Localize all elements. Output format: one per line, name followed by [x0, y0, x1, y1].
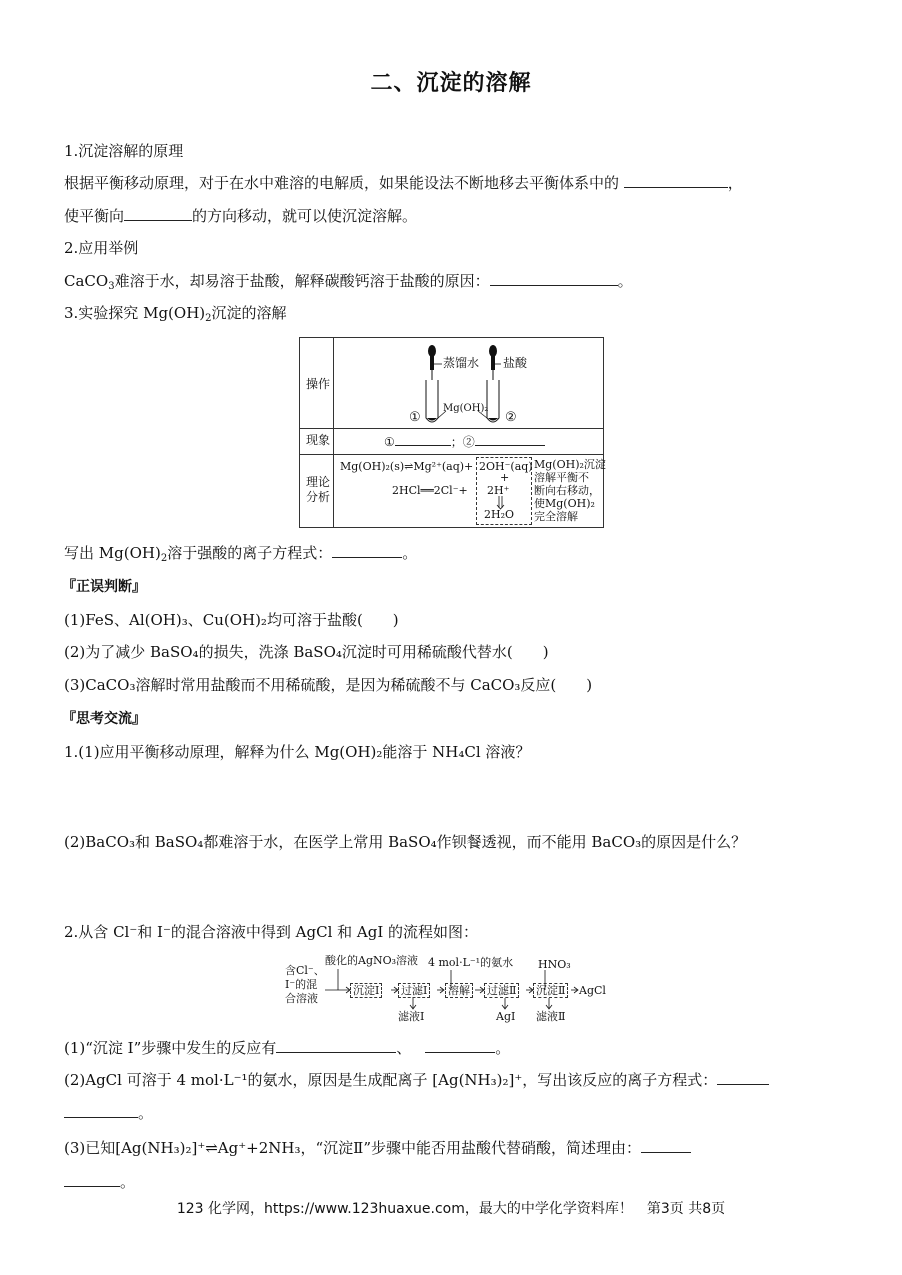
tube-2-label: ② [505, 410, 517, 425]
flow-step-filter-1: 过滤Ⅰ [398, 983, 430, 998]
blank-1[interactable] [624, 173, 728, 188]
principle-text-1: 根据平衡移动原理，对于在水中难溶的电解质，如果能设法不断地移去平衡体系中的 [64, 174, 620, 192]
flow-start-line: I⁻的混 [285, 978, 318, 991]
hplus-label: 2H⁺ [487, 484, 510, 497]
mgoh-label: Mg(OH)₂ [443, 403, 489, 414]
flow-step-precip-2: 沉淀Ⅱ [533, 983, 568, 998]
blank-8[interactable] [64, 1103, 138, 1118]
operation-label: 操作 [306, 377, 331, 391]
blank-5[interactable] [276, 1038, 396, 1053]
section-heading-example: 2.应用举例 [64, 239, 139, 257]
blank-10[interactable] [64, 1172, 120, 1187]
flow-filtrate-1: 滤液Ⅰ [398, 1010, 425, 1023]
blank-2[interactable] [124, 206, 192, 221]
judge-question-3: (3)CaCO₃溶解时常用盐酸而不用稀硫酸，是因为稀硫酸不与 CaCO₃反应( ) [64, 676, 593, 694]
principle-comma: ， [727, 174, 743, 192]
table-row-divider [300, 454, 603, 455]
blank-4[interactable] [332, 543, 402, 558]
flow-start-line: 合溶液 [285, 992, 318, 1005]
flow-question-3-cont: 。 [64, 1172, 135, 1192]
judge-heading: 『正误判断』 [62, 579, 146, 595]
section-heading-principle: 1.沉淀溶解的原理 [64, 142, 184, 160]
example-text: 难溶于水，却易溶于盐酸，解释碳酸钙溶于盐酸的原因： [114, 272, 490, 290]
blank-9[interactable] [641, 1138, 691, 1153]
conclusion-line: 完全溶解 [534, 510, 578, 523]
flow-question-2: (2)AgCl 可溶于 4 mol·L⁻¹的氨水，原因是生成配离子 [Ag(NH₃)₂]⁺，写出该反应的离子方程式： [64, 1070, 769, 1090]
theory-label: 理论 分析 [306, 475, 331, 504]
flow-step-filter-2: 过滤Ⅱ [484, 983, 519, 998]
think-question-1: 1.(1)应用平衡移动原理，解释为什么 Mg(OH)₂能溶于 NH₄Cl 溶液？ [64, 743, 531, 761]
plus-sign: + [500, 471, 510, 484]
blank-phen-2[interactable] [475, 434, 545, 446]
conclusion-line: 溶解平衡不 [534, 471, 589, 484]
blank-3[interactable] [490, 271, 618, 286]
oh-label: 2OH⁻(aq) [479, 460, 533, 473]
flow-step-dissolve: 溶解 [445, 983, 473, 998]
flow-reagent-3: HNO₃ [538, 958, 571, 971]
water-label: 蒸馏水 [443, 356, 480, 370]
conclusion-line: 断向右移动， [534, 484, 600, 497]
h2o-label: 2H₂O [484, 508, 515, 521]
flow-filtrate-2: 滤液Ⅱ [536, 1010, 566, 1023]
section-heading-experiment: 3.实验探究 $Mg(OH)_2$沉淀的溶解 [64, 304, 287, 324]
example-end: 。 [617, 272, 633, 290]
blank-7[interactable] [717, 1070, 769, 1085]
example-line [64, 271, 633, 291]
tube-1-label: ① [409, 410, 421, 425]
judge-question-2: (2)为了减少 BaSO₄的损失，洗涤 BaSO₄沉淀时可用稀硫酸代替水( ) [64, 643, 549, 661]
flow-agi: AgI [496, 1010, 516, 1023]
phenomenon-row: ① ；② [384, 434, 545, 449]
write-equation-line: 写出 $Mg(OH)_2$溶于强酸的离子方程式： 。 [64, 544, 418, 564]
equation-2: 2HCl══2Cl⁻+ [392, 484, 468, 497]
principle-line-1 [64, 173, 743, 193]
flow-reagent-1: 酸化的AgNO₃溶液 [325, 954, 419, 967]
conclusion-text [534, 458, 606, 523]
principle-line-2 [64, 206, 417, 226]
page-title: 二、沉淀的溶解 [370, 70, 532, 96]
page-footer: 123 化学网，https://www.123huaxue.com，最大的中学化学资料库！ 第3页 共8页 [176, 1201, 726, 1217]
think-question-2: (2)BaCO₃和 BaSO₄都难溶于水，在医学上常用 BaSO₄作钡餐透视，而不能用 BaCO₃的原因是什么？ [64, 833, 747, 851]
dropper-icon [489, 345, 497, 380]
think-heading: 『思考交流』 [62, 711, 146, 727]
flow-step-precip-1: 沉淀Ⅰ [350, 983, 382, 998]
blank-6[interactable] [425, 1038, 495, 1053]
flow-question-1: (1)“沉淀 Ⅰ”步骤中发生的反应有 、 。 [64, 1039, 511, 1057]
experiment-table [299, 337, 604, 528]
principle-text-2b: 的方向移动，就可以使沉淀溶解。 [192, 207, 418, 225]
phenomenon-label: 现象 [306, 433, 331, 447]
judge-question-1: (1)FeS、Al(OH)₃、Cu(OH)₂均可溶于盐酸( ) [64, 611, 399, 629]
table-row-divider [300, 428, 603, 429]
think-question-3: 2.从含 Cl⁻和 I⁻的混合溶液中得到 AgCl 和 AgI 的流程如图： [64, 923, 479, 941]
flow-reagent-2: 4 mol·L⁻¹的氨水 [428, 956, 514, 969]
flow-question-2-cont: 。 [64, 1103, 153, 1123]
hcl-label: 盐酸 [503, 356, 528, 370]
principle-text-2a: 使平衡向 [64, 207, 125, 225]
equation-1: Mg(OH)₂(s)⇌Mg²⁺(aq)+ [340, 460, 474, 473]
flow-end-product: AgCl [579, 984, 606, 997]
test-tube-icon [487, 380, 499, 422]
dropper-icon [428, 345, 436, 380]
flow-start-line: 含Cl⁻、 [285, 964, 325, 977]
test-tube-icon [426, 380, 438, 422]
conclusion-line: Mg(OH)₂沉淀 [534, 458, 606, 471]
flow-question-3: (3)已知[Ag(NH₃)₂]⁺⇌Ag⁺+2NH₃，“沉淀Ⅱ”步骤中能否用盐酸代替硝酸，简述理由： [64, 1138, 691, 1158]
conclusion-line: 使Mg(OH)₂ [534, 497, 595, 510]
caco3-formula: CaCO$_3$ [64, 272, 115, 292]
flow-diagram [283, 950, 623, 1025]
blank-phen-1[interactable] [395, 434, 451, 446]
